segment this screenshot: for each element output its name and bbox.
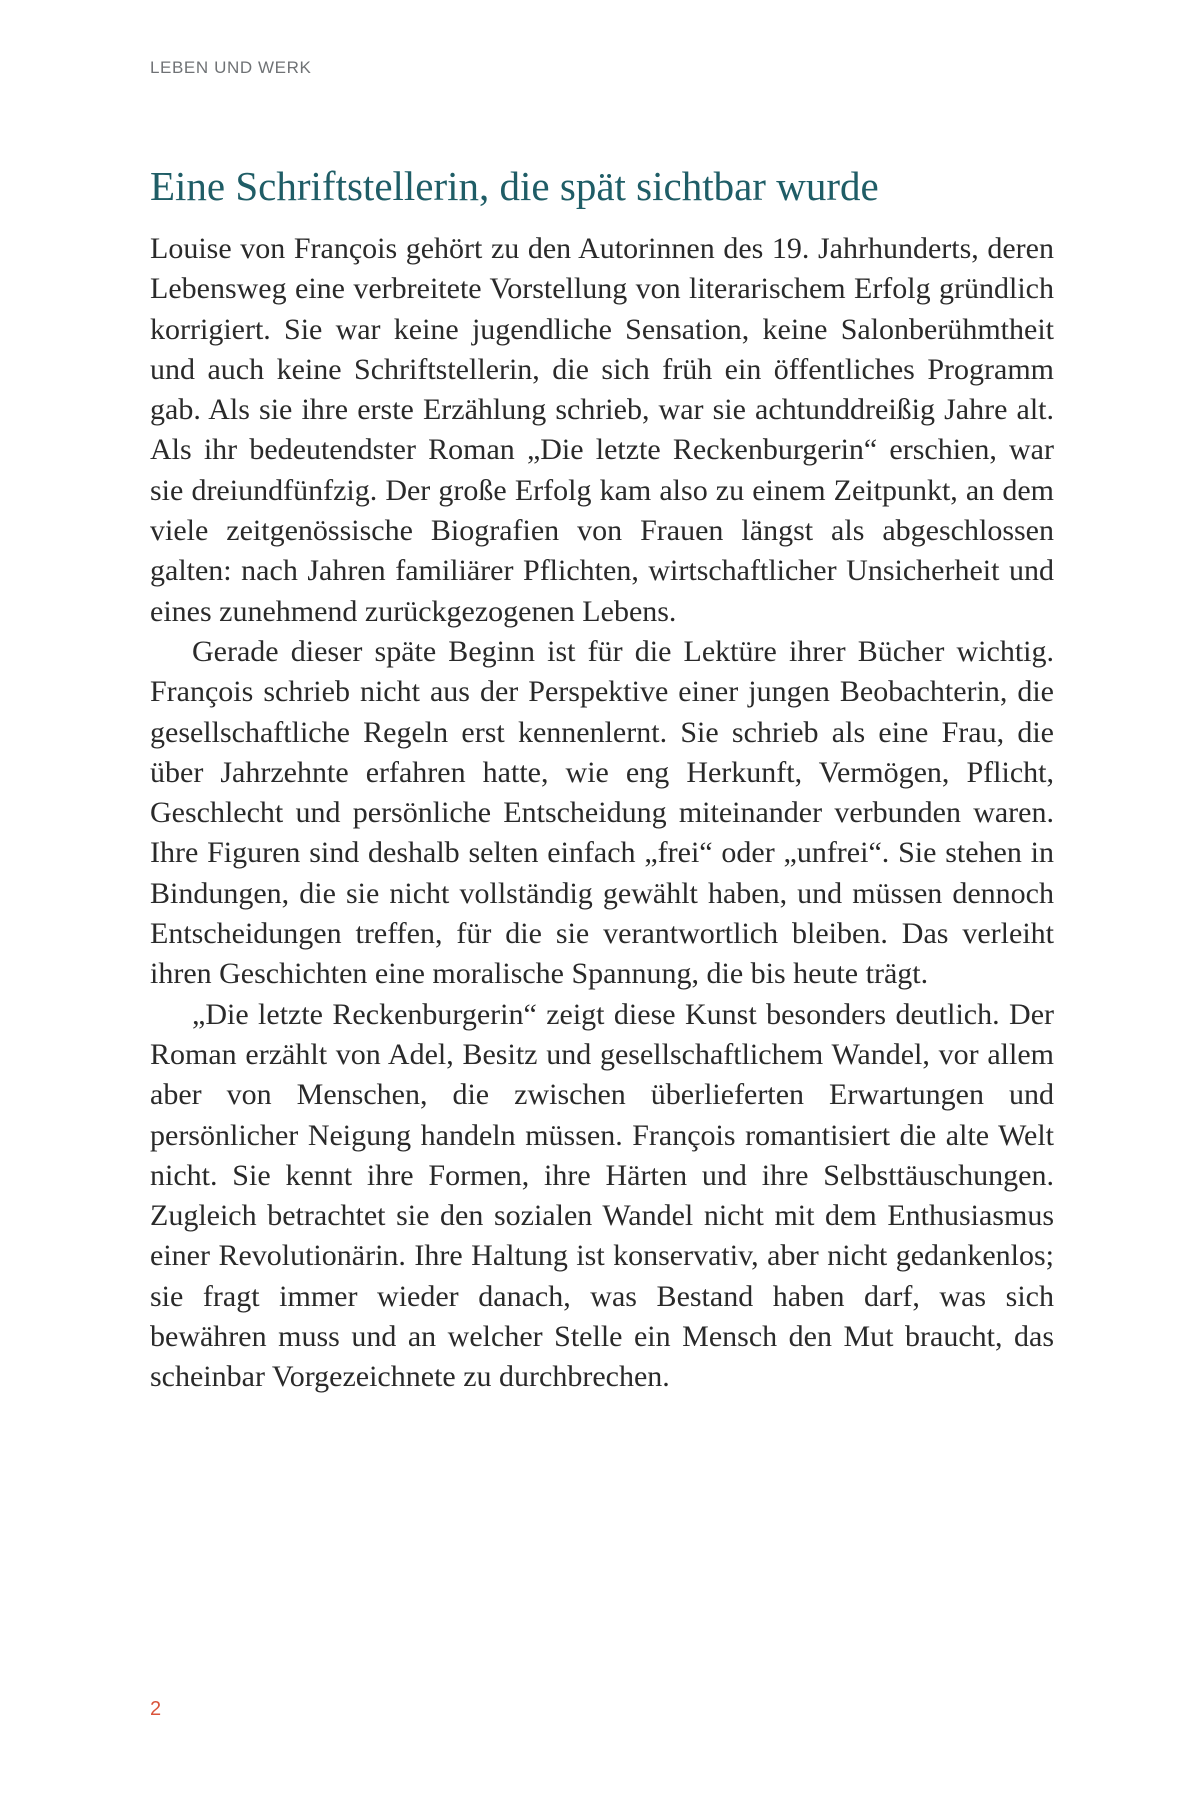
page-number: 2: [150, 1698, 162, 1720]
paragraph-3: „Die letzte Reckenburgerin“ zeigt diese Kunst besonders deutlich. Der Roman erzählt von Adel, Besitz und gesellschaftlichem Wandel, vor allem aber von Menschen, die zwischen überlieferten Erwartungen und persönlicher Neigung handeln müssen. François romantisiert die alte Welt nicht. Sie kennt ihre Formen, ihre Härten und ihre Selbsttäuschungen. Zugleich betrachtet sie den sozialen Wandel nicht mit dem Enthusiasmus einer Revolutionärin. Ihre Haltung ist konservativ, aber nicht gedankenlos; sie fragt immer wieder danach, was Bestand haben darf, was sich bewähren muss und an welcher Stelle ein Mensch den Mut braucht, das scheinbar Vorgezeichnete zu durchbrechen.: [150, 997, 1054, 1394]
chapter-title: Eine Schriftstellerin, die spät sichtbar wurde: [150, 163, 879, 209]
running-head: LEBEN UND WERK: [150, 58, 312, 77]
paragraph-1: Louise von François gehört zu den Autorinnen des 19. Jahrhunderts, deren Lebensweg eine verbreitete Vorstellung von literarischem Erfolg gründlich korrigiert. Sie war keine jugendliche Sensation, keine Salonberühmtheit und auch keine Schriftstellerin, die sich früh ein öffentliches Programm gab. Als sie ihre erste Erzählung schrieb, war sie achtunddreißig Jahre alt. Als ihr bedeutendster Roman „Die letzte Reckenburgerin“ erschien, war sie dreiundfünfzig. Der große Erfolg kam also zu einem Zeitpunkt, an dem viele zeitgenössische Biografien von Frauen längst als abgeschlossen galten: nach Jahren familiärer Pflichten, wirtschaftlicher Unsicherheit und eines zunehmend zurückgezogenen Lebens.: [150, 232, 1054, 628]
body-text: [150, 229, 1054, 1398]
paragraph-2: Gerade dieser späte Beginn ist für die Lektüre ihrer Bücher wichtig. François schrieb nicht aus der Perspektive einer jungen Beobachterin, die gesellschaftliche Regeln erst kennenlernt. Sie schrieb als eine Frau, die über Jahrzehnte erfahren hatte, wie eng Herkunft, Vermögen, Pflicht, Geschlecht und persönliche Entscheidung miteinander verbunden waren. Ihre Figuren sind deshalb selten einfach „frei“ oder „unfrei“. Sie stehen in Bindungen, die sie nicht vollständig gewählt haben, und müssen dennoch Entscheidungen treffen, für die sie verantwortlich bleiben. Das verleiht ihren Geschichten eine moralische Spannung, die bis heute trägt.: [150, 634, 1054, 991]
